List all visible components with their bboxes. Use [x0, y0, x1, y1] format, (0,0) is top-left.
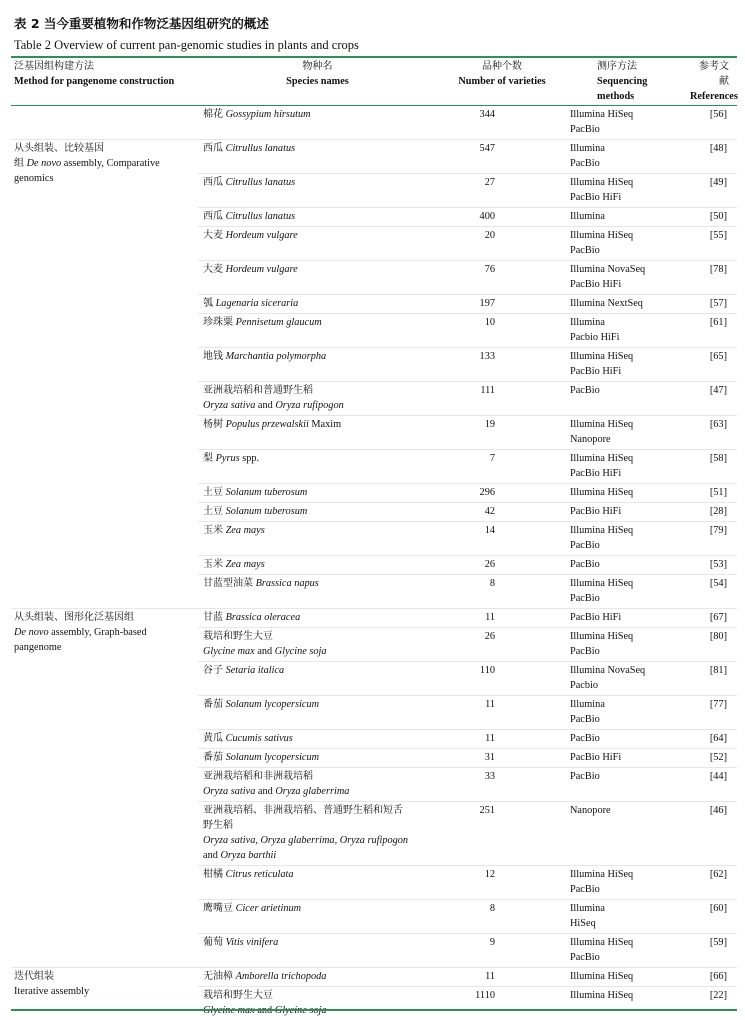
species-cell: 杨树 Populus przewalskii Maxim — [198, 416, 437, 450]
reference-cell: [80] — [688, 628, 737, 662]
varieties-cell: 8 — [437, 575, 567, 609]
reference-cell: [52] — [688, 749, 737, 768]
table-row — [11, 140, 737, 174]
header-number: 品种个数 Number of varieties — [437, 58, 567, 106]
species-cell: 地钱 Marchantia polymorpha — [198, 348, 437, 382]
reference-cell: [48] — [688, 140, 737, 174]
table-row — [11, 968, 737, 987]
varieties-cell: 19 — [437, 416, 567, 450]
reference-cell: [67] — [688, 609, 737, 628]
species-cell: 土豆 Solanum tuberosum — [198, 484, 437, 503]
sequencing-cell: Illumina HiSeq PacBio HiFi — [567, 348, 688, 382]
method-cell — [11, 609, 198, 968]
varieties-cell: 11 — [437, 609, 567, 628]
varieties-cell: 10 — [437, 314, 567, 348]
varieties-cell: 344 — [437, 106, 567, 140]
varieties-cell: 9 — [437, 934, 567, 968]
method-cell — [11, 140, 198, 609]
varieties-cell: 11 — [437, 968, 567, 987]
method-en-line: De novo assembly, Graph-based — [14, 625, 195, 640]
sequencing-cell: PacBio — [567, 382, 688, 416]
sequencing-cell: Illumina HiSeq — [567, 900, 688, 934]
varieties-cell: 111 — [437, 382, 567, 416]
reference-cell: [65] — [688, 348, 737, 382]
species-cell: 玉米 Zea mays — [198, 522, 437, 556]
reference-cell: [28] — [688, 503, 737, 522]
sequencing-cell: Illumina NovaSeq Pacbio — [567, 662, 688, 696]
varieties-cell: 7 — [437, 450, 567, 484]
sequencing-cell: Illumina HiSeq PacBio — [567, 866, 688, 900]
species-cell: 梨 Pyrus spp. — [198, 450, 437, 484]
species-cell: 玉米 Zea mays — [198, 556, 437, 575]
bottom-rule — [11, 1009, 737, 1011]
reference-cell: [63] — [688, 416, 737, 450]
species-cell: 西瓜 Citrullus lanatus — [198, 174, 437, 208]
varieties-cell: 26 — [437, 556, 567, 575]
method-en: Iterative assembly — [14, 984, 195, 999]
reference-cell: [78] — [688, 261, 737, 295]
varieties-cell: 31 — [437, 749, 567, 768]
sequencing-cell: Illumina HiSeq PacBio — [567, 522, 688, 556]
species-cell: 棉花 Gossypium hirsutum — [198, 106, 437, 140]
method-en-line2: pangenome — [14, 640, 195, 655]
sequencing-cell: Illumina HiSeq — [567, 968, 688, 987]
reference-cell: [58] — [688, 450, 737, 484]
sequencing-cell: Illumina HiSeq PacBio — [567, 934, 688, 968]
species-cell: 柑橘 Citrus reticulata — [198, 866, 437, 900]
sequencing-cell: Illumina NextSeq — [567, 295, 688, 314]
species-cell: 甘蓝型油菜 Brassica napus — [198, 575, 437, 609]
varieties-cell: 11 — [437, 696, 567, 730]
species-cell: 鹰嘴豆 Cicer arietinum — [198, 900, 437, 934]
sequencing-cell: Illumina HiSeq PacBio HiFi — [567, 174, 688, 208]
sequencing-cell: Illumina HiSeq — [567, 484, 688, 503]
species-cell: 番茄 Solanum lycopersicum — [198, 696, 437, 730]
species-cell: 栽培和野生大豆 Glycine max and Glycine soja — [198, 628, 437, 662]
species-cell: 无油樟 Amborella trichopoda — [198, 968, 437, 987]
species-cell: 西瓜 Citrullus lanatus — [198, 140, 437, 174]
varieties-cell: 76 — [437, 261, 567, 295]
species-cell: 葡萄 Vitis vinifera — [198, 934, 437, 968]
header-method: 泛基因组构建方法 Method for pangenome construction — [11, 58, 198, 106]
pangenome-table — [11, 58, 737, 1020]
reference-cell: [79] — [688, 522, 737, 556]
sequencing-cell: Illumina HiSeq Nanopore — [567, 416, 688, 450]
reference-cell: [50] — [688, 208, 737, 227]
sequencing-cell: Illumina HiSeq PacBio — [567, 106, 688, 140]
varieties-cell: 20 — [437, 227, 567, 261]
method-cn: 从头组装、比较基因 — [14, 141, 195, 156]
method-cell — [11, 106, 198, 140]
table-header-row — [11, 58, 737, 106]
method-en-line2: genomics — [14, 171, 195, 186]
table-title-en: Table 2 Overview of current pan-genomic studies in plants and crops — [14, 38, 359, 53]
varieties-cell: 42 — [437, 503, 567, 522]
sequencing-cell: PacBio HiFi — [567, 503, 688, 522]
varieties-cell: 14 — [437, 522, 567, 556]
species-cell: 栽培和野生大豆 — [198, 987, 437, 1020]
species-cell: 甘蓝 Brassica oleracea — [198, 609, 437, 628]
sequencing-cell: PacBio — [567, 768, 688, 802]
varieties-cell: 110 — [437, 662, 567, 696]
method-en-line: 组 De novo assembly, Comparative — [14, 156, 195, 171]
sequencing-cell: Illumina HiSeq PacBio — [567, 628, 688, 662]
species-cell: 亚洲栽培稻、非洲栽培稻、普通野生稻和短舌 野生稻 Oryza sativa, Oryza glaberrima, Oryza rufipogon and Oryza barthii — [198, 802, 437, 866]
reference-cell: [55] — [688, 227, 737, 261]
reference-cell: [44] — [688, 768, 737, 802]
reference-cell: [57] — [688, 295, 737, 314]
reference-cell: [64] — [688, 730, 737, 749]
species-cell: 瓠 Lagenaria siceraria — [198, 295, 437, 314]
reference-cell: [61] — [688, 314, 737, 348]
species-cell: 土豆 Solanum tuberosum — [198, 503, 437, 522]
sequencing-cell: Illumina HiSeq — [567, 987, 688, 1020]
sequencing-cell: Illumina HiSeq PacBio — [567, 227, 688, 261]
reference-cell: [51] — [688, 484, 737, 503]
varieties-cell: 133 — [437, 348, 567, 382]
reference-cell: [49] — [688, 174, 737, 208]
varieties-cell: 11 — [437, 730, 567, 749]
varieties-cell: 27 — [437, 174, 567, 208]
reference-cell: [54] — [688, 575, 737, 609]
varieties-cell: 1110 — [437, 987, 567, 1020]
reference-cell: [53] — [688, 556, 737, 575]
reference-cell: [47] — [688, 382, 737, 416]
sequencing-cell: PacBio — [567, 730, 688, 749]
method-cn: 迭代组装 — [14, 969, 195, 984]
reference-cell: [77] — [688, 696, 737, 730]
reference-cell: [62] — [688, 866, 737, 900]
table-row — [11, 609, 737, 628]
varieties-cell: 400 — [437, 208, 567, 227]
species-cell: 番茄 Solanum lycopersicum — [198, 749, 437, 768]
varieties-cell: 197 — [437, 295, 567, 314]
reference-cell: [81] — [688, 662, 737, 696]
sequencing-cell: Illumina PacBio — [567, 696, 688, 730]
table-row — [11, 106, 737, 140]
varieties-cell: 251 — [437, 802, 567, 866]
varieties-cell: 547 — [437, 140, 567, 174]
species-cell: 西瓜 Citrullus lanatus — [198, 208, 437, 227]
reference-cell: [46] — [688, 802, 737, 866]
reference-cell: [60] — [688, 900, 737, 934]
species-cell: 大麦 Hordeum vulgare — [198, 261, 437, 295]
sequencing-cell: Illumina NovaSeq PacBio HiFi — [567, 261, 688, 295]
sequencing-cell: Illumina — [567, 208, 688, 227]
header-species: 物种名 Species names — [198, 58, 437, 106]
sequencing-cell: PacBio — [567, 556, 688, 575]
sequencing-cell: Nanopore — [567, 802, 688, 866]
sequencing-cell: Illumina Pacbio HiFi — [567, 314, 688, 348]
varieties-cell: 12 — [437, 866, 567, 900]
sequencing-cell: Illumina HiSeq PacBio HiFi — [567, 450, 688, 484]
table-title-cn: 表 2 当今重要植物和作物泛基因组研究的概述 — [14, 14, 269, 32]
species-cell: 谷子 Setaria italica — [198, 662, 437, 696]
varieties-cell: 8 — [437, 900, 567, 934]
species-cell: 大麦 Hordeum vulgare — [198, 227, 437, 261]
sequencing-cell: PacBio HiFi — [567, 609, 688, 628]
reference-cell: [66] — [688, 968, 737, 987]
sequencing-cell: PacBio HiFi — [567, 749, 688, 768]
varieties-cell: 296 — [437, 484, 567, 503]
varieties-cell: 33 — [437, 768, 567, 802]
sequencing-cell: Illumina PacBio — [567, 140, 688, 174]
reference-cell: [56] — [688, 106, 737, 140]
species-cell: 亚洲栽培稻和普通野生稻 Oryza sativa and Oryza rufipogon — [198, 382, 437, 416]
sequencing-cell: Illumina HiSeq PacBio — [567, 575, 688, 609]
header-sequencing: 测序方法 Sequencing methods — [567, 58, 688, 106]
reference-cell: [22] — [688, 987, 737, 1020]
reference-cell: [59] — [688, 934, 737, 968]
species-cell: 黄瓜 Cucumis sativus — [198, 730, 437, 749]
header-references: 参考文献 References — [688, 58, 737, 106]
method-cell — [11, 968, 198, 1020]
species-cell: 亚洲栽培稻和非洲栽培稻 Oryza sativa and Oryza glaberrima — [198, 768, 437, 802]
method-cn: 从头组装、图形化泛基因组 — [14, 610, 195, 625]
species-cell: 珍珠粟 Pennisetum glaucum — [198, 314, 437, 348]
varieties-cell: 26 — [437, 628, 567, 662]
